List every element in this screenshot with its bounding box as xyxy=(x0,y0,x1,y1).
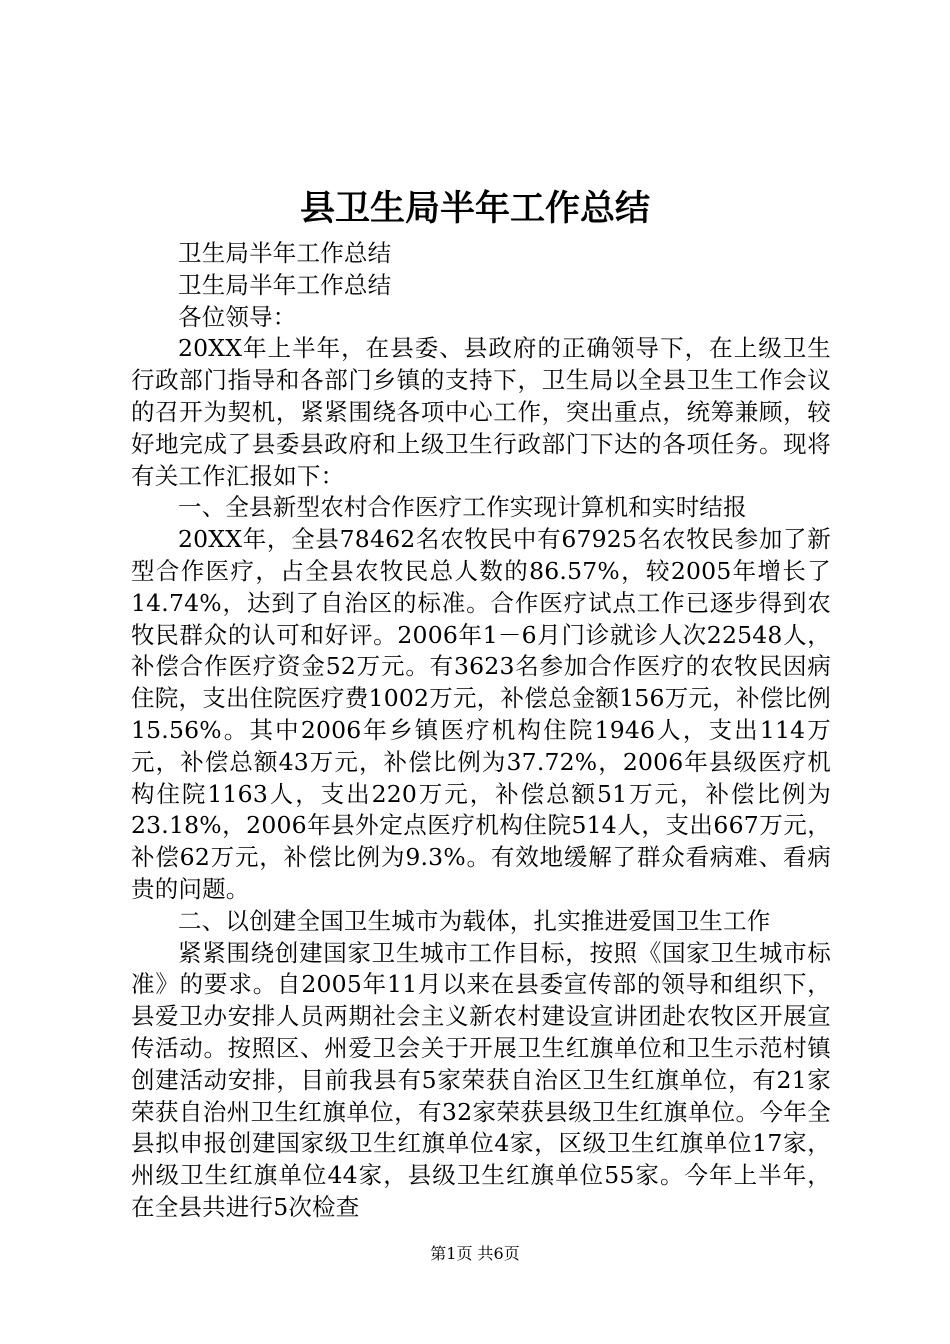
document-body xyxy=(131,238,831,1224)
section-heading: 一、全县新型农村合作医疗工作实现计算机和实时结报 xyxy=(178,493,747,522)
subtitle-line: 卫生局半年工作总结 xyxy=(178,270,392,299)
page-number: 第1页 共6页 xyxy=(430,1244,520,1263)
body-paragraph: 20XX年，全县78462名农牧民中有67925名农牧民参加了新型合作医疗，占全县农牧民总人数的86.57%，较2005年增长了14.74%，达到了自治区的标准。合作医疗试点工作已逐步得到农牧民群众的认可和好评。2006年1－6月门诊就诊人次22548人，补偿合作医疗资金52万元。有3623名参加合作医疗的农牧民因病住院，支出住院医疗费1002万元，补偿总金额156万元，补偿比例15.56%。其中2006年乡镇医疗机构住院1946人，支出114万元，补偿总额43万元，补偿比例为37.72%，2006年县级医疗机构住院1163人，支出220万元，补偿总额51万元，补偿比例为23.18%，2006年县外定点医疗机构住院514人，支出667万元，补偿62万元，补偿比例为9.3%。有效地缓解了群众看病难、看病贵的问题。 xyxy=(131,525,831,903)
body-paragraph: 紧紧围绕创建国家卫生城市工作目标，按照《国家卫生城市标准》的要求。自2005年11月以来在县委宣传部的领导和组织下，县爱卫办安排人员两期社会主义新农村建设宣讲团赴农牧区开展宣传活动。按照区、州爱卫会关于开展卫生红旗单位和卫生示范村镇创建活动安排，目前我县有5家荣获自治区卫生红旗单位，有21家荣获自治州卫生红旗单位，有32家荣获县级卫生红旗单位。今年全县拟申报创建国家级卫生红旗单位4家，区级卫生红旗单位17家，州级卫生红旗单位44家，县级卫生红旗单位55家。今年上半年，在全县共进行5次检查 xyxy=(131,938,831,1221)
section-heading: 二、以创建全国卫生城市为载体，扎实推进爱国卫生工作 xyxy=(178,906,771,935)
subtitle-line: 卫生局半年工作总结 xyxy=(178,239,392,267)
document-title: 县卫生局半年工作总结 xyxy=(299,188,650,229)
intro-paragraph: 20XX年上半年，在县委、县政府的正确领导下，在上级卫生行政部门指导和各部门乡镇的支持下，卫生局以全县卫生工作会议的召开为契机，紧紧围绕各项中心工作，突出重点，统筹兼顾，较好地完成了县委县政府和上级卫生行政部门下达的各项任务。现将有关工作汇报如下： xyxy=(131,334,831,490)
salutation: 各位领导： xyxy=(178,302,297,331)
